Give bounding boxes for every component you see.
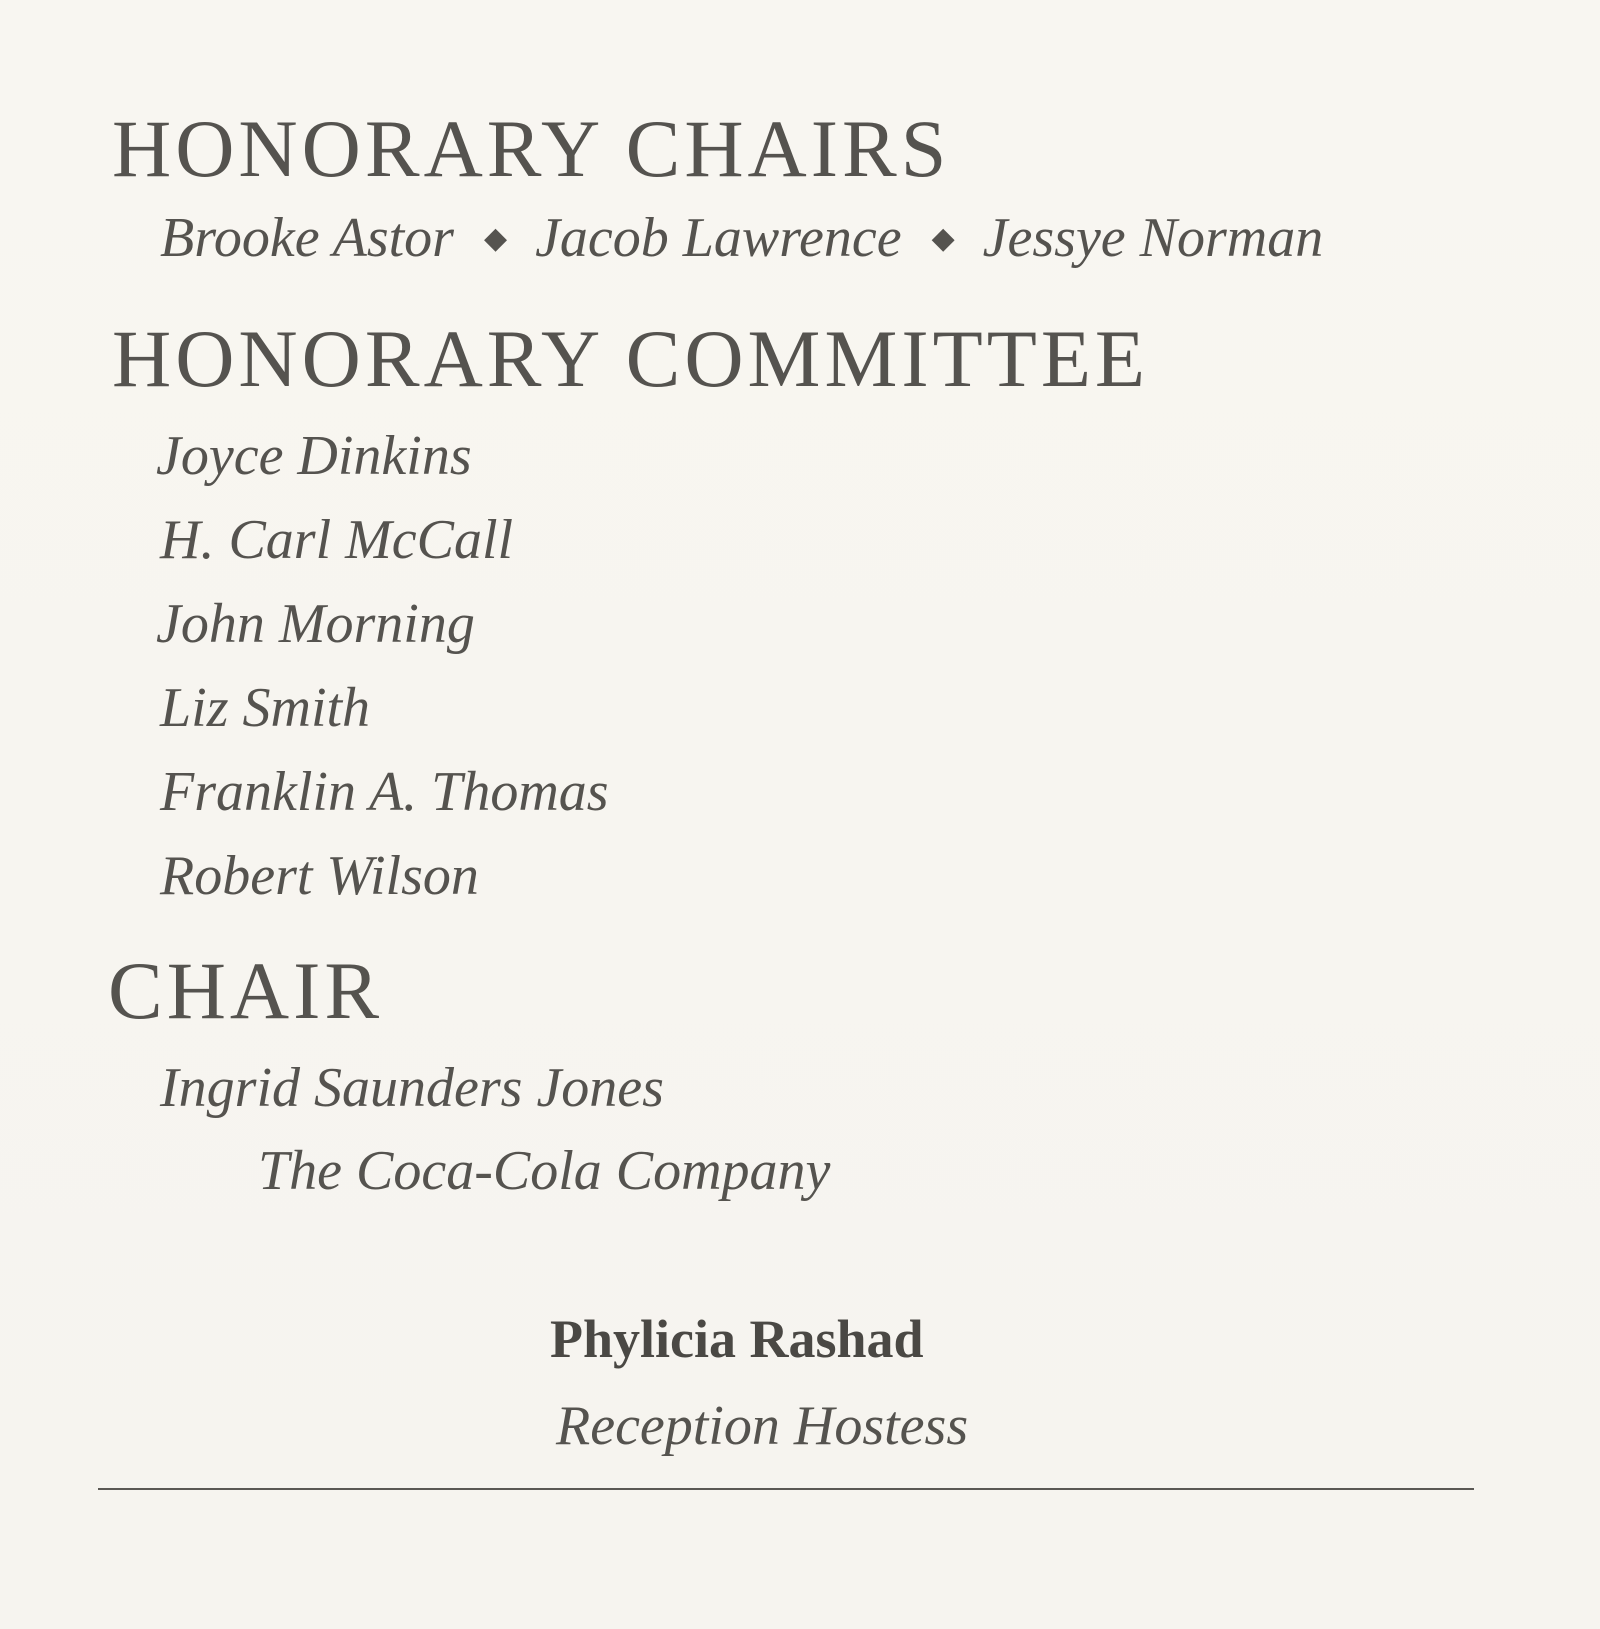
diamond-separator-icon: ◆ (483, 222, 508, 256)
committee-member-name: Joyce Dinkins (156, 425, 472, 487)
chair-affiliation: The Coca-Cola Company (258, 1140, 831, 1202)
committee-member-name: Franklin A. Thomas (160, 761, 609, 823)
chair-name: Ingrid Saunders Jones (160, 1057, 664, 1119)
reception-hostess-name: Phylicia Rashad (550, 1309, 924, 1369)
reception-hostess-role: Reception Hostess (556, 1395, 969, 1457)
committee-member-name: John Morning (156, 593, 475, 655)
diamond-separator-icon: ◆ (931, 222, 955, 256)
honorary-committee-heading: HONORARY COMMITTEE (112, 313, 1150, 404)
committee-member-name: Liz Smith (160, 677, 371, 739)
bottom-divider (98, 1488, 1474, 1490)
chair-heading: CHAIR (108, 945, 384, 1036)
honorary-chairs-heading: HONORARY CHAIRS (112, 103, 951, 194)
honorary-chairs-list (160, 207, 1324, 269)
committee-member-name: Robert Wilson (160, 845, 479, 907)
honorary-chair-name: Jacob Lawrence (535, 207, 902, 269)
committee-member-name: H. Carl McCall (160, 509, 514, 571)
honorary-chair-name: Jessye Norman (982, 207, 1324, 269)
honorary-chair-name: Brooke Astor (160, 207, 454, 269)
